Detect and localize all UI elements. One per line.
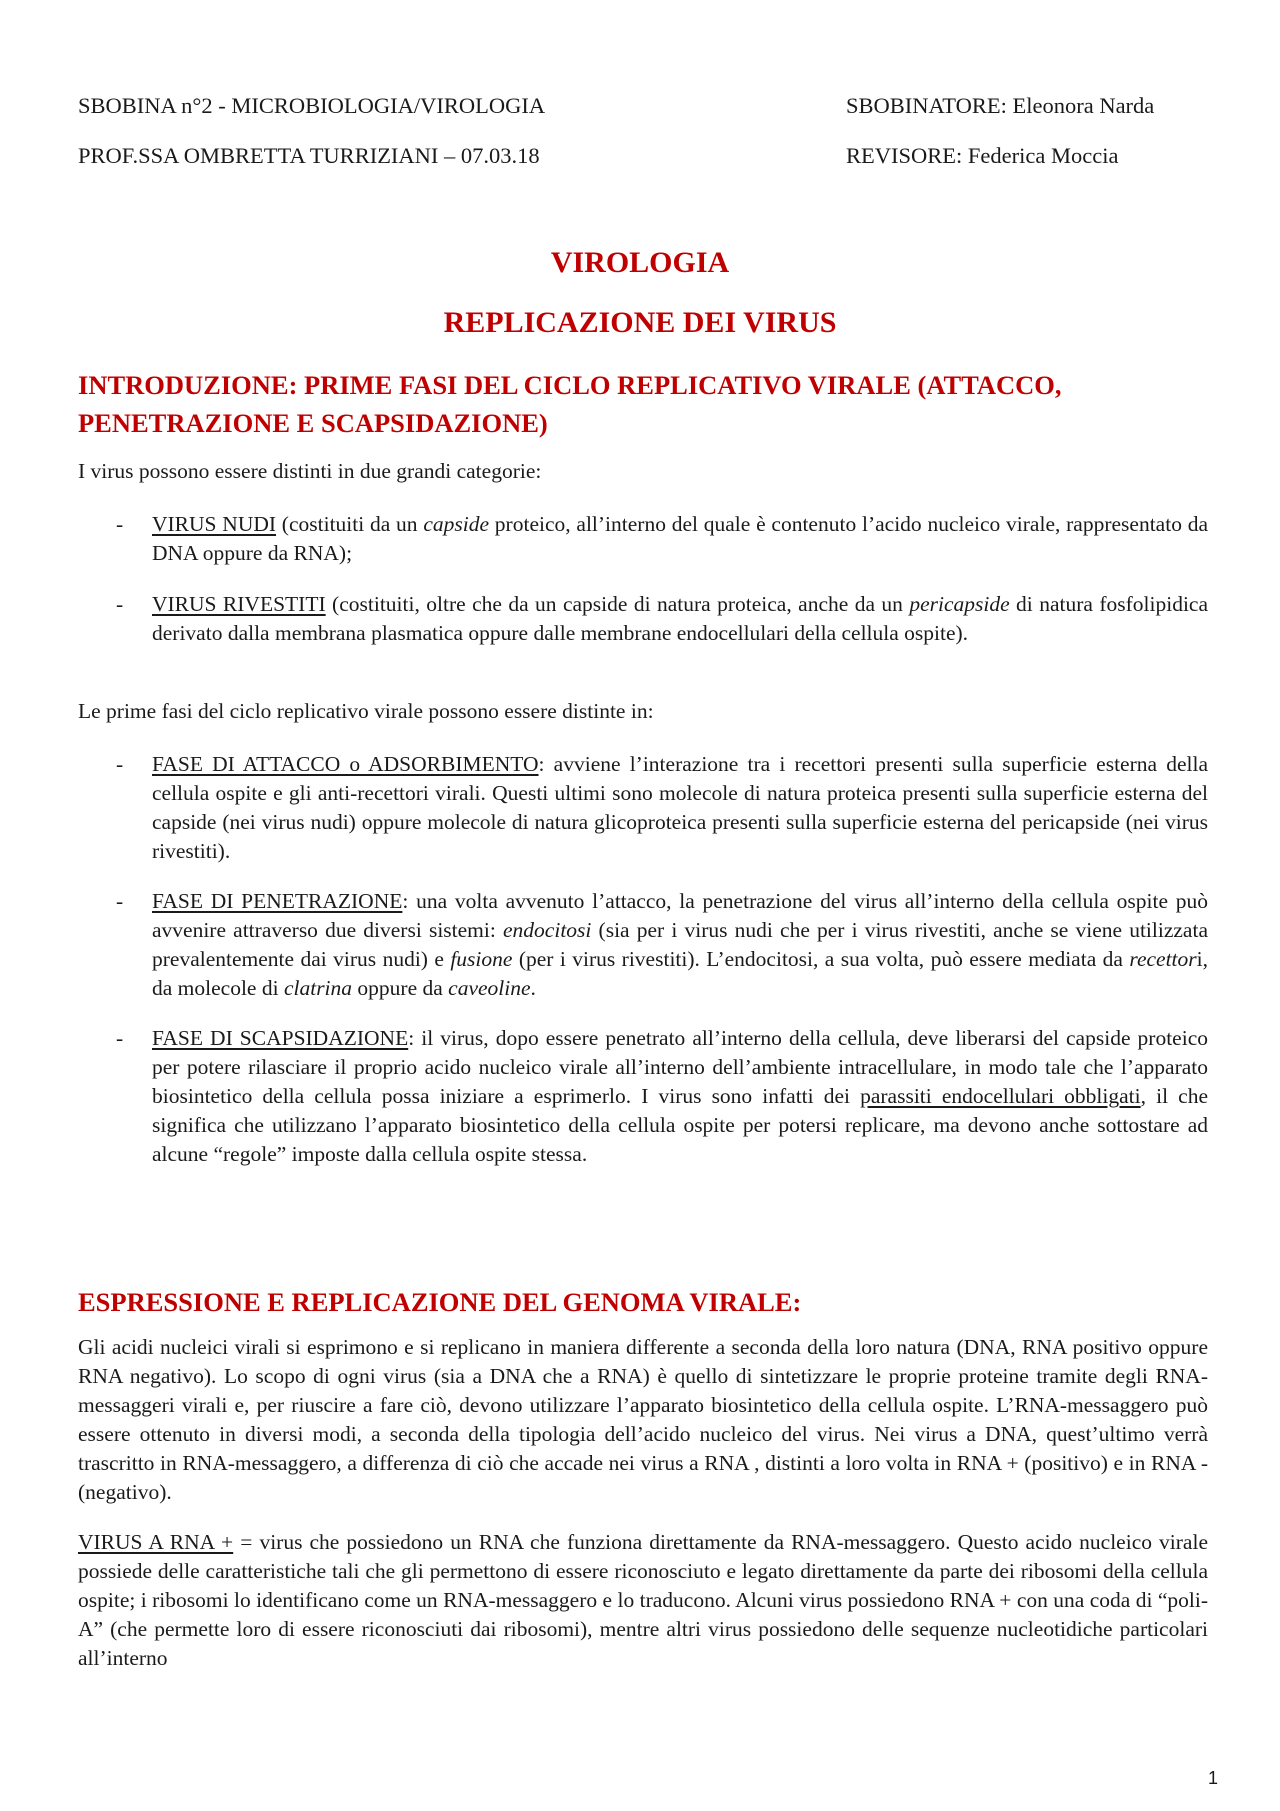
text-run: proteico, all’interno del quale è contenuto l’acido nucleico virale, rappresentato da DNA oppure da RNA); [152, 512, 1209, 565]
text-run: (costituiti, oltre che da un capside di natura proteica, anche da un [325, 592, 910, 616]
phases-intro: Le prime fasi del ciclo replicativo virale possono essere distinte in: [78, 699, 654, 723]
text-run: (sia per i virus nudi che per i virus rivestiti, anche se viene utilizzata prevalentemente dai virus nudi) e [152, 918, 1208, 971]
list-item-fase-attacco [116, 750, 1208, 866]
term-caveoline: caveoline [448, 976, 531, 1000]
bullet-dash: - [116, 592, 124, 616]
term-capside: capside [423, 512, 490, 536]
term-fase-attacco: FASE DI ATTACCO o ADSORBIMENTO [152, 752, 539, 776]
bullet-dash: - [116, 752, 124, 776]
header-reviser: REVISORE: Federica Moccia [846, 143, 1119, 168]
term-endocitosi: endocitosi [503, 918, 592, 942]
term-virus-rivestiti: VIRUS RIVESTITI [152, 592, 326, 616]
text-run: : avviene l’interazione tra i recettori presenti sulla superficie esterna della cellula ospite e gli anti-recettori virali. Questi ultimi sono molecole di natura proteica presenti sulla superficie esterna del capside (nei virus nudi) oppure molecole di natura glicoproteica presenti sulla superficie esterna del pericapside (nei virus rivestiti). [152, 752, 1208, 863]
document-title: VIROLOGIA [550, 246, 730, 279]
text-run: : il virus, dopo essere penetrato all’interno della cellula, deve liberarsi del capside proteico per potere rilasciare il proprio acido nucleico virale all’interno dell’ambiente intracellulare, in modo tale che l’apparato biosintetico della cellula possa iniziare a esprimerlo. I virus sono infatti dei [152, 1026, 1208, 1108]
term-fase-scapsidazione: FASE DI SCAPSIDAZIONE [152, 1026, 409, 1050]
term-fase-penetrazione: FASE DI PENETRAZIONE [152, 889, 403, 913]
header-professor: PROF.SSA OMBRETTA TURRIZIANI – 07.03.18 [78, 143, 540, 168]
term-recettori: recettor [1129, 947, 1197, 971]
term-fusione: fusione [450, 947, 513, 971]
list-item-fase-penetrazione [116, 887, 1208, 1003]
bullet-dash: - [116, 889, 124, 913]
term-virus-rna-positivo: VIRUS A RNA + [78, 1530, 234, 1554]
paragraph-genoma-virale: Gli acidi nucleici virali si esprimono e si replicano in maniera differente a seconda della loro natura (DNA, RNA positivo oppure RNA negativo). Lo scopo di ogni virus (sia a DNA che a RNA) è quello di sintetizzare le proprie proteine tramite degli RNA-messaggeri virali e, per riuscire a fare ciò, devono utilizzare l’apparato biosintetico della cellula ospite. L’RNA-messaggero può essere ottenuto in diversi modi, a seconda della tipologia dell’acido nucleico del virus. Nei virus a DNA, quest’ultimo verrà trascritto in RNA-messaggero, a differenza di ciò che accade nei virus a RNA , distinti a loro volta in RNA + (positivo) e in RNA - (negativo). [78, 1335, 1208, 1504]
term-pericapside: pericapside [909, 592, 1010, 616]
text-run: : una volta avvenuto l’attacco, la penetrazione del virus all’interno della cellula ospite può avvenire attraverso due diversi sistemi: [152, 889, 1208, 942]
categories-intro: I virus possono essere distinti in due grandi categorie: [78, 459, 542, 483]
text-run: (per i virus rivestiti). L’endocitosi, a sua volta, può essere mediata da [512, 947, 1130, 971]
list-item-fase-scapsidazione [116, 1024, 1208, 1169]
text-run: oppure da [352, 976, 449, 1000]
term-clatrina: clatrina [283, 976, 353, 1000]
term-parassiti-endocellulari: parassiti endocellulari obbligati [860, 1084, 1141, 1108]
bullet-dash: - [116, 512, 124, 536]
text-run: . [530, 976, 536, 1000]
header-course: SBOBINA n°2 - MICROBIOLOGIA/VIROLOGIA [78, 93, 546, 118]
text-run: (costituiti da un [276, 512, 424, 536]
list-item-virus-rivestiti [116, 590, 1208, 648]
header-transcriber: SBOBINATORE: Eleonora Narda [846, 93, 1155, 118]
section-heading-espressione: ESPRESSIONE E REPLICAZIONE DEL GENOMA VIRALE: [78, 1287, 802, 1317]
text-run: i, da molecole di [152, 947, 1208, 1000]
section-heading-introduzione: INTRODUZIONE: PRIME FASI DEL CICLO REPLICATIVO VIRALE (ATTACCO, PENETRAZIONE E SCAPSIDAZIONE) [78, 370, 1062, 438]
bullet-dash: - [116, 1026, 124, 1050]
list-item-virus-nudi [116, 510, 1209, 568]
document-subtitle: REPLICAZIONE DEI VIRUS [443, 306, 837, 339]
page-number: 1 [1207, 1768, 1218, 1788]
paragraph-virus-rna-positivo [78, 1528, 1208, 1673]
text-run: di natura fosfolipidica derivato dalla membrana plasmatica oppure dalle membrane endocellulari della cellula ospite). [152, 592, 1208, 645]
text-run: , il che significa che utilizzano l’apparato biosintetico della cellula ospite per potersi replicare, ma devono anche sottostare ad alcune “regole” imposte dalla cellula ospite stessa. [152, 1084, 1208, 1166]
text-run: = virus che possiedono un RNA che funziona direttamente da RNA-messaggero. Questo acido nucleico virale possiede delle caratteristiche tali che gli permettono di essere riconosciuto e legato direttamente da parte dei ribosomi della cellula ospite; i ribosomi lo identificano come un RNA-messaggero e lo traducono. Alcuni virus possiedono RNA + con una coda di “poli-A” (che permette loro di essere riconosciuti dai ribosomi), mentre altri virus possiedono delle sequenze nucleotidiche particolari all’interno [78, 1530, 1208, 1670]
term-virus-nudi: VIRUS NUDI [152, 512, 277, 536]
